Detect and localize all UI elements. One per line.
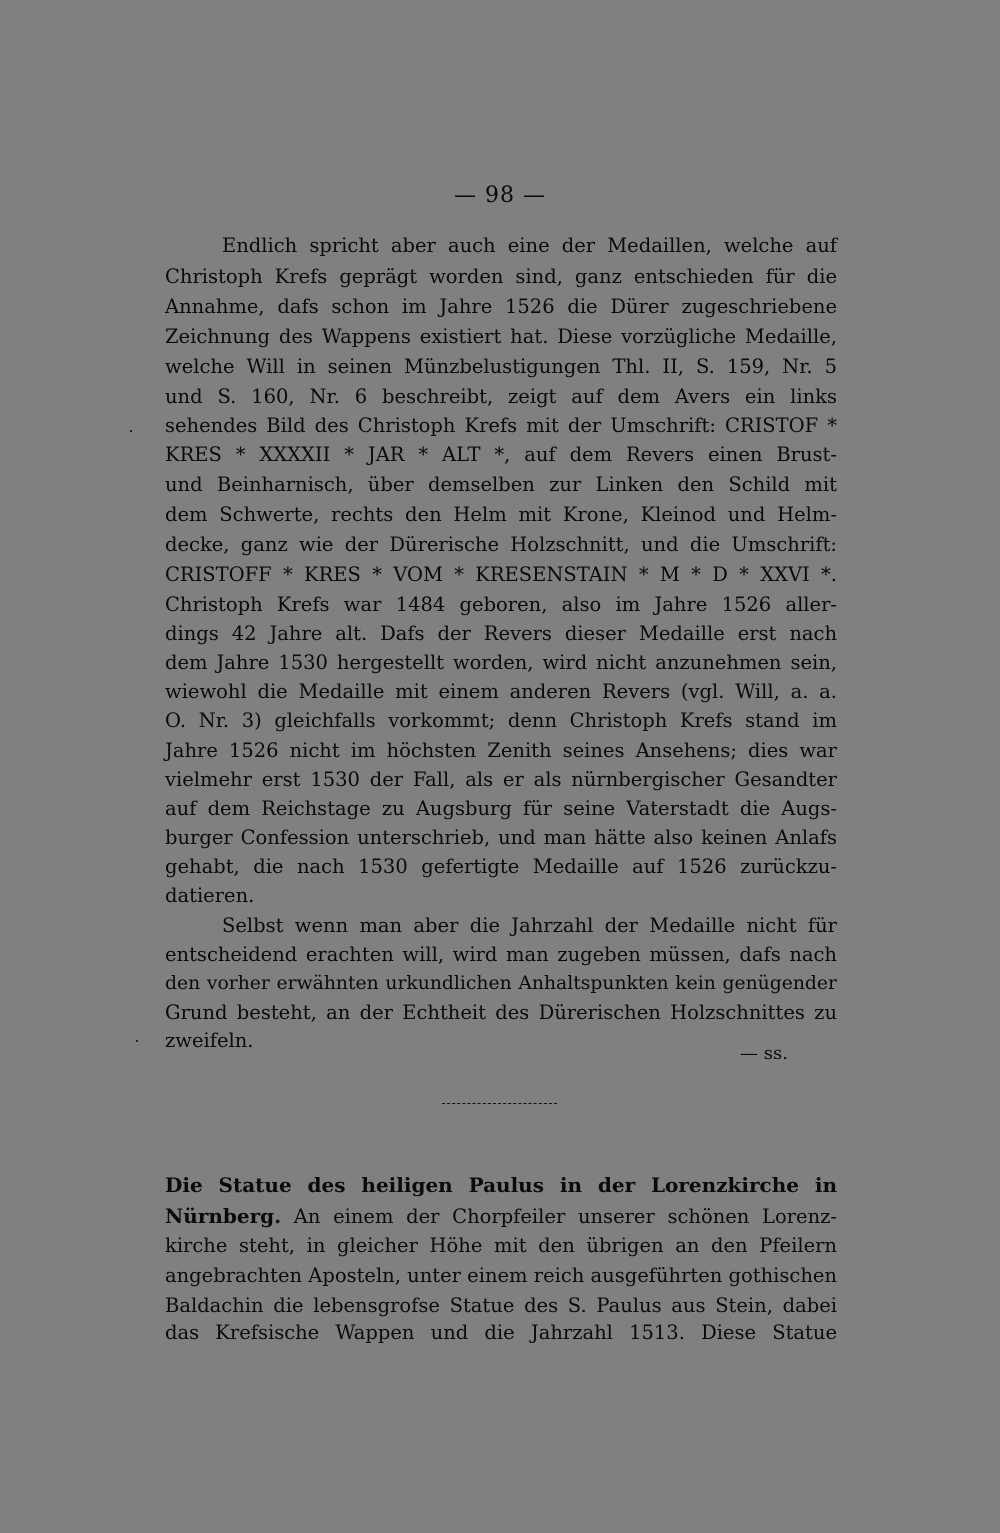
section-divider xyxy=(442,1103,557,1104)
text-line: Christoph Krefs war 1484 geboren, also im Jahre 1526 aller- xyxy=(165,593,837,616)
text-line: Endlich spricht aber auch eine der Medaillen, welche auf xyxy=(222,234,837,257)
text-line: dem Schwerte, rechts den Helm mit Krone, Kleinod und Helm- xyxy=(165,503,837,526)
text-line: Annahme, dafs schon im Jahre 1526 die Dürer zugeschriebene xyxy=(165,295,837,318)
author-signature: — ss. xyxy=(740,1043,788,1064)
text-line: welche Will in seinen Münzbelustigungen Thl. II, S. 159, Nr. 5 xyxy=(165,355,837,378)
text-line: und S. 160, Nr. 6 beschreibt, zeigt auf dem Avers ein links xyxy=(165,385,837,408)
scan-speck xyxy=(130,430,132,432)
article-heading-end: Nürnberg. xyxy=(165,1204,282,1228)
text-line: gehabt, die nach 1530 gefertigte Medaille auf 1526 zurückzu- xyxy=(165,855,837,878)
text-line: auf dem Reichstage zu Augsburg für seine Vaterstadt die Augs- xyxy=(165,797,837,820)
text-line: Zeichnung des Wappens existiert hat. Diese vorzügliche Medaille, xyxy=(165,325,837,348)
text-line: das Krefsische Wappen und die Jahrzahl 1513. Diese Statue xyxy=(165,1321,837,1344)
text-line: Grund besteht, an der Echtheit des Dürerischen Holzschnittes zu xyxy=(165,1001,837,1024)
text-line: Jahre 1526 nicht im höchsten Zenith seines Ansehens; dies war xyxy=(165,739,837,762)
text-line: entscheidend erachten will, wird man zugeben müssen, dafs nach xyxy=(165,943,837,966)
text-line: dem Jahre 1530 hergestellt worden, wird nicht anzunehmen sein, xyxy=(165,651,837,674)
text-line: zweifeln. xyxy=(165,1029,254,1052)
article-heading: Die Statue des heiligen Paulus in der Lorenzkirche in xyxy=(165,1173,837,1197)
text-line: O. Nr. 3) gleichfalls vorkommt; denn Christoph Krefs stand im xyxy=(165,709,837,732)
text-line: sehendes Bild des Christoph Krefs mit der Umschrift: CRISTOF * xyxy=(165,414,837,437)
text-line: vielmehr erst 1530 der Fall, als er als nürnbergischer Gesandter xyxy=(165,768,837,791)
page-number: — 98 — xyxy=(454,183,546,208)
text-line: Selbst wenn man aber die Jahrzahl der Medaille nicht für xyxy=(222,914,837,937)
text-line: Christoph Krefs geprägt worden sind, ganz entschieden für die xyxy=(165,265,837,288)
text-line: dings 42 Jahre alt. Dafs der Revers dieser Medaille erst nach xyxy=(165,622,837,645)
text-line: burger Confession unterschrieb, und man hätte also keinen Anlafs xyxy=(165,826,837,849)
text-line: den vorher erwähnten urkundlichen Anhaltspunkten kein genügender xyxy=(165,973,837,994)
scan-speck xyxy=(136,1040,138,1042)
text-line: datieren. xyxy=(165,884,255,907)
text-line xyxy=(165,1201,837,1231)
text-line: kirche steht, in gleicher Höhe mit den übrigen an den Pfeilern xyxy=(165,1234,837,1257)
text-line: KRES * XXXXII * JAR * ALT *, auf dem Revers einen Brust- xyxy=(165,443,837,466)
text-line-rest: An einem der Chorpfeiler unserer schönen Lorenz- xyxy=(281,1205,837,1228)
text-line: CRISTOFF * KRES * VOM * KRESENSTAIN * M * D * XXVI *. xyxy=(165,563,837,586)
text-line: angebrachten Aposteln, unter einem reich ausgeführten gothischen xyxy=(165,1264,837,1287)
text-line: und Beinharnisch, über demselben zur Linken den Schild mit xyxy=(165,473,837,496)
text-line: decke, ganz wie der Dürerische Holzschnitt, und die Umschrift: xyxy=(165,533,837,556)
text-line: wiewohl die Medaille mit einem anderen Revers (vgl. Will, a. a. xyxy=(165,680,837,703)
text-line: Baldachin die lebensgrofse Statue des S. Paulus aus Stein, dabei xyxy=(165,1294,837,1317)
